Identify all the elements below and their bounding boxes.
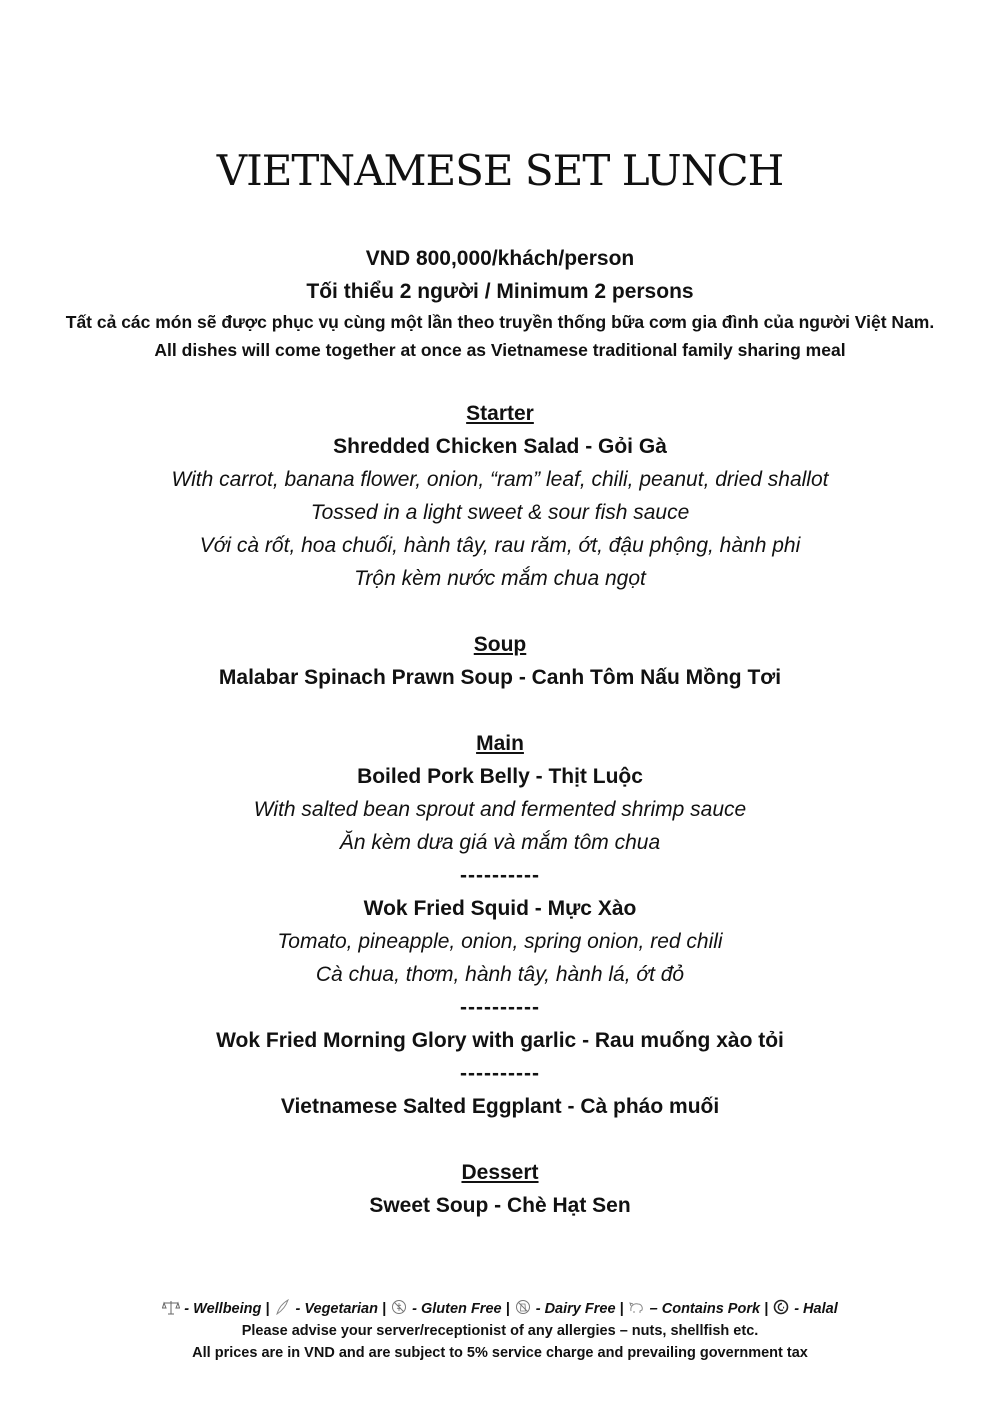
main-heading: Main <box>476 732 524 755</box>
starter-dish: Shredded Chicken Salad - Gỏi Gà <box>333 435 667 458</box>
price-line: VND 800,000/khách/person <box>365 247 635 270</box>
dish-separator: ---------- <box>460 864 540 887</box>
main-dish-2-desc-2: Cà chua, thơm, hành tây, hành lá, ớt đỏ <box>315 963 685 986</box>
starter-heading: Starter <box>466 402 534 425</box>
halal-icon <box>772 1299 790 1315</box>
intro-text: Tất cả các món sẽ được phục vụ cùng một lần theo truyền thống bữa cơm gia đình của người Việt Nam. All dishes will come together at once as Vietnamese traditional family sharing meal <box>65 312 935 360</box>
main-dish-1-desc-1: With salted bean sprout and fermented shrimp sauce <box>253 798 747 821</box>
pig-icon <box>628 1299 646 1315</box>
starter-desc-4: Trộn kèm nước mắm chua ngọt <box>354 567 646 590</box>
spacer <box>60 1123 940 1156</box>
legend-gluten-free: - Gluten Free | <box>412 1301 510 1317</box>
dessert-heading: Dessert <box>461 1161 539 1184</box>
main-dish-1-desc-2: Ăn kèm dưa giá và mắm tôm chua <box>339 831 661 854</box>
legend-wellbeing: - Wellbeing | <box>184 1301 270 1317</box>
main-dish-4: Vietnamese Salted Eggplant - Cà pháo muối <box>280 1095 720 1118</box>
tax-note: All prices are in VND and are subject to 5% service charge and prevailing government tax <box>192 1345 808 1361</box>
starter-desc-3: Với cà rốt, hoa chuối, hành tây, rau răm, ớt, đậu phộng, hành phi <box>199 534 801 557</box>
legend-dairy-free: - Dairy Free | <box>535 1301 624 1317</box>
legend-contains-pork: – Contains Pork | <box>649 1301 769 1317</box>
main-dish-2: Wok Fried Squid - Mực Xào <box>363 897 637 920</box>
starter-desc-2: Tossed in a light sweet & sour fish sauce <box>310 501 690 524</box>
dish-separator: ---------- <box>460 1062 540 1085</box>
allergy-note: Please advise your server/receptionist of any allergies – nuts, shellfish etc. <box>241 1323 759 1339</box>
dietary-legend <box>20 1298 980 1320</box>
scale-icon <box>162 1299 180 1315</box>
dish-separator: ---------- <box>460 996 540 1019</box>
footer <box>20 1298 980 1364</box>
menu-title: VIETNAMESE SET LUNCH <box>216 146 784 195</box>
soup-dish: Malabar Spinach Prawn Soup - Canh Tôm Nấu Mồng Tơi <box>218 666 782 689</box>
gluten-free-icon <box>390 1299 408 1315</box>
main-dish-3: Wok Fried Morning Glory with garlic - Rau muống xào tỏi <box>216 1029 784 1052</box>
starter-desc-1: With carrot, banana flower, onion, “ram” leaf, chili, peanut, dried shallot <box>171 468 829 491</box>
legend-vegetarian: - Vegetarian | <box>295 1301 387 1317</box>
soup-heading: Soup <box>473 633 527 656</box>
main-dish-1: Boiled Pork Belly - Thịt Luộc <box>357 765 643 788</box>
legend-halal: - Halal <box>794 1301 838 1317</box>
menu-list <box>60 397 940 1222</box>
main-dish-2-desc-1: Tomato, pineapple, onion, spring onion, red chili <box>277 930 723 953</box>
leaf-icon <box>273 1299 291 1315</box>
spacer <box>60 694 940 727</box>
price-block <box>60 242 940 308</box>
spacer <box>60 595 940 628</box>
dessert-dish: Sweet Soup - Chè Hạt Sen <box>369 1194 631 1217</box>
minimum-line: Tối thiểu 2 người / Minimum 2 persons <box>306 280 694 303</box>
dairy-free-icon <box>514 1299 532 1315</box>
